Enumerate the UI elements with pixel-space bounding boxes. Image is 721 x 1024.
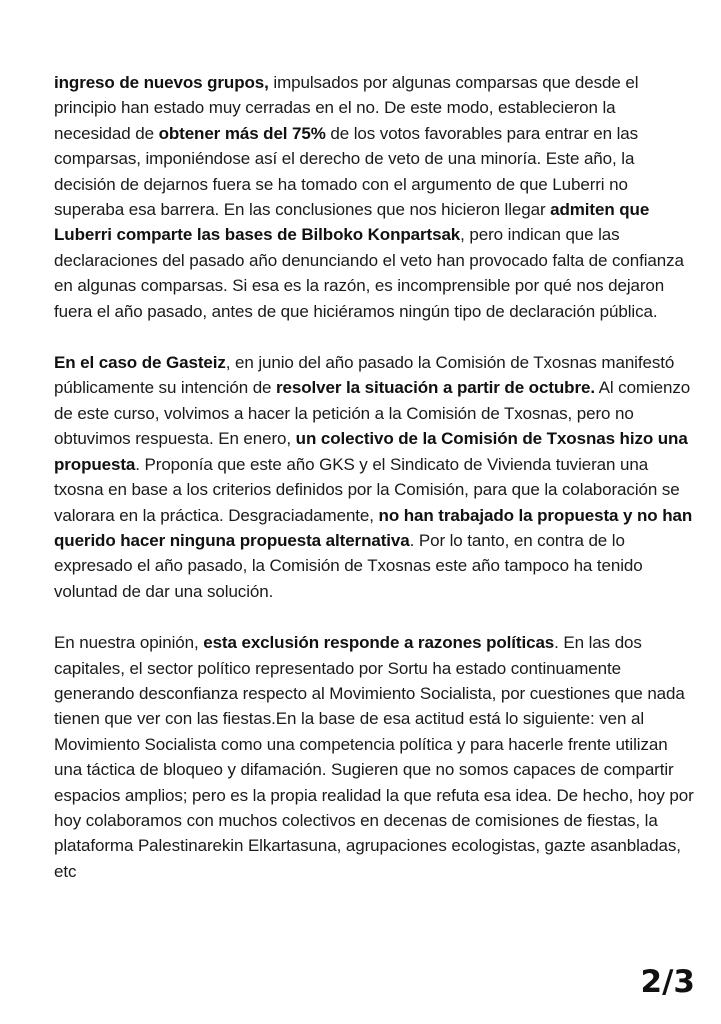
bold-run: obtener más del 75% <box>158 123 326 143</box>
bold-run: no han trabajado la propuesta y no han querido hacer ninguna propuesta alternativa <box>54 505 693 550</box>
document-page <box>54 70 694 910</box>
text-run: impulsados por algunas comparsas que desde el principio han estado muy cerradas en el no. De este modo, establecieron la necesidad de <box>54 73 639 143</box>
text-run: . Por lo tanto, en contra de lo expresado el año pasado, la Comisión de Txosnas este año tampoco ha tenido voluntad de dar una solución. <box>54 530 643 601</box>
text-run: . Proponía que este año GKS y el Sindicato de Vivienda tuvieran una txosna en base a los criterios definidos por la Comisión, para que la colaboración se valorara en la práctica. Desgraciadamente, <box>54 454 680 525</box>
text-run: Al comienzo de este curso, volvimos a hacer la petición a la Comisión de Txosnas, pero no obtuvimos respuesta. En enero, <box>54 378 691 449</box>
text-run: . En las dos capitales, el sector político representado por Sortu ha estado continuamente generando desconfianza respecto al Movimiento Socialista, por cuestiones que nada tienen que ver con las fiestas.En la base de esa actitud está lo siguiente: ven al Movimiento Socialista como una competencia política y para hacerle frente utilizan una táctica de bloqueo y difamación. Sugieren que no somos capaces de compartir espacios amplios; pero es la propia realidad la que refuta esa idea. De hecho, hoy por hoy colaboramos con muchos colectivos en decenas de comisiones de fiestas, la plataforma Palestinarekin Elkartasuna, agrupaciones ecologistas, gazte asanbladas, etc <box>54 633 694 881</box>
page-number: 2/3 <box>640 964 695 1000</box>
text-run: de los votos favorables para entrar en las comparsas, imponiéndose así el derecho de veto de una minoría. Este año, la decisión de dejarnos fuera se ha tomado con el argumento de que Luberri no superaba esa barrera. En las conclusiones que nos hicieron llegar <box>54 123 639 220</box>
text-run: , en junio del año pasado la Comisión de Txosnas manifestó públicamente su intención de <box>54 353 675 398</box>
bold-run: admiten que Luberri comparte las bases de Bilboko Konpartsak <box>54 200 650 245</box>
text-run: En nuestra opinión, <box>54 633 204 653</box>
bold-run: resolver la situación a partir de octubre. <box>276 378 595 398</box>
paragraph-bilbao-exclusion <box>54 70 694 324</box>
paragraph-political-reasons <box>54 630 694 884</box>
bold-run: un colectivo de la Comisión de Txosnas hizo una propuesta <box>54 429 688 474</box>
bold-run: esta exclusión responde a razones políticas <box>203 633 555 653</box>
bold-run: En el caso de Gasteiz <box>54 353 226 373</box>
paragraph-gasteiz <box>54 350 694 604</box>
text-run: , pero indican que las declaraciones del pasado año denunciando el veto han provocado falta de confianza en algunas comparsas. Si esa es la razón, es incomprensible por qué nos dejaron fuera el año pasado, antes de que hiciéramos ningún tipo de declaración pública. <box>54 225 684 321</box>
bold-run: ingreso de nuevos grupos, <box>54 73 269 92</box>
